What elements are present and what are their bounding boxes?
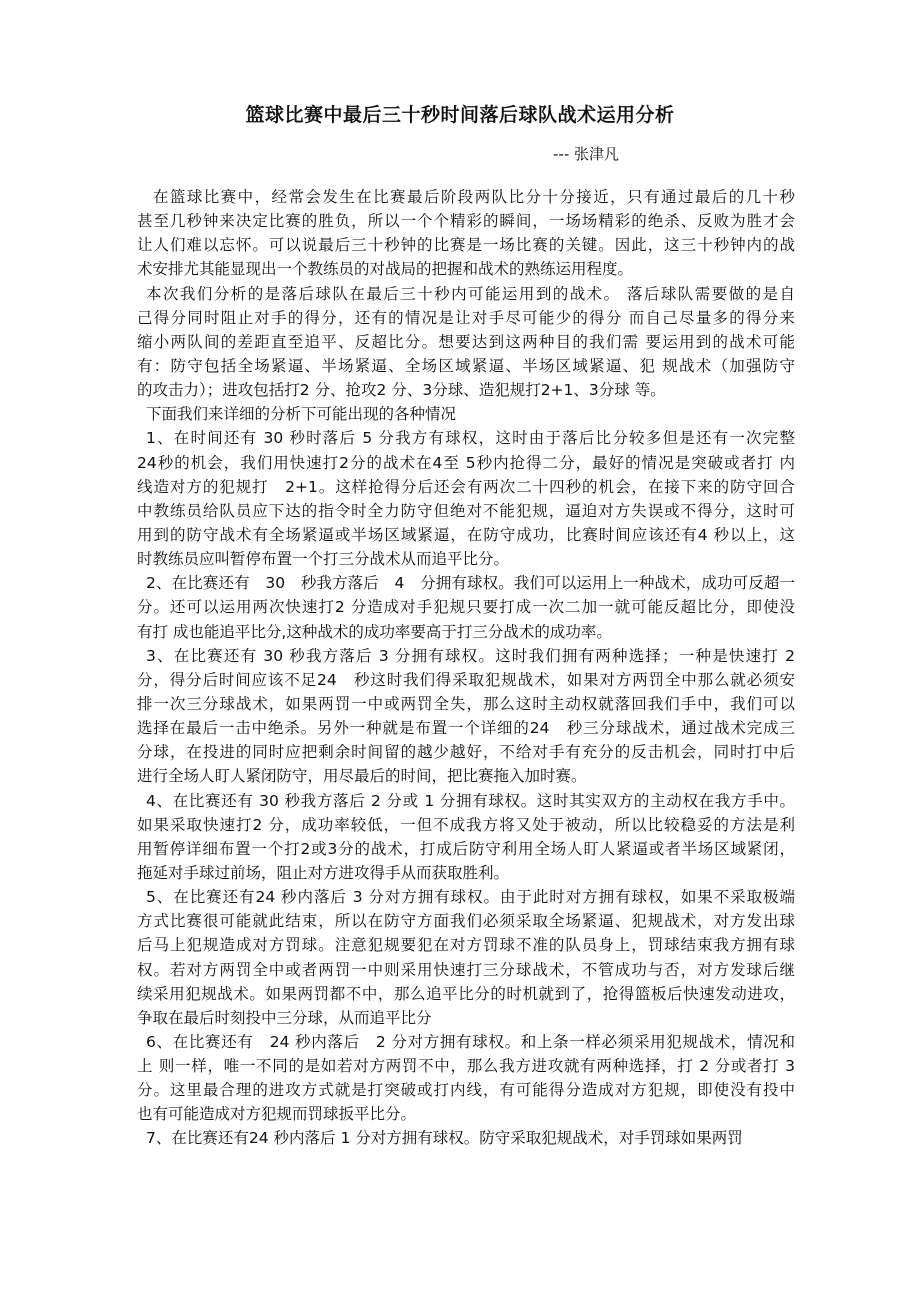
paragraph-line: 分。还可以运用两次快速打2 分造成对手犯规只要打成一次二加一就可能反超比分，即使没 bbox=[137, 598, 795, 617]
paragraph bbox=[137, 571, 795, 643]
paragraph-line: 有：防守包括全场紧逼、半场紧逼、全场区域紧逼、半场区域紧逼、犯 规战术（加强防守 bbox=[137, 356, 795, 375]
paragraph-line: 进行全场人盯人紧闭防守，用尽最后的时间，把比赛拖入加时赛。 bbox=[137, 767, 587, 786]
paragraph-line: 分球，在投进的同时应把剩余时间留的越少越好，不给对手有充分的反击机会，同时打中后 bbox=[137, 743, 795, 762]
paragraph-line: 拖延对手球过前场，阻止对方进攻得手从而获取胜利。 bbox=[137, 863, 510, 882]
paragraph bbox=[137, 402, 795, 426]
document-title: 篮球比赛中最后三十秒时间落后球队战术运用分析 bbox=[245, 104, 675, 126]
paragraph-line: 后马上犯规造成对方罚球。注意犯规要犯在对方罚球不准的队员身上，罚球结束我方拥有球 bbox=[137, 936, 795, 955]
paragraph-line: 也有可能造成对方犯规而罚球扳平比分。 bbox=[137, 1105, 417, 1124]
paragraph-line: 有打 成也能追平比分,这种战术的成功率要高于打三分战术的成功率。 bbox=[137, 622, 612, 641]
author-line: --- 张津凡 bbox=[553, 145, 620, 163]
paragraph-line: 选择在最后一击中绝杀。另外一种就是布置一个详细的24 秒三分球战术，通过战术完成三 bbox=[137, 719, 795, 738]
paragraph-line: 4、在比赛还有 30 秒我方落后 2 分或 1 分拥有球权。这时其实双方的主动权在我方手中。 bbox=[146, 791, 795, 810]
paragraph-line: 甚至几秒钟来决定比赛的胜负，所以一个个精彩的瞬间，一场场精彩的绝杀、反败为胜才会 bbox=[137, 212, 795, 231]
paragraph-line: 争取在最后时刻投中三分球，从而追平比分 bbox=[137, 1008, 432, 1027]
paragraph-line: 权。若对方两罚全中或者两罚一中则采用快速打三分球战术，不管成功与否，对方发球后继 bbox=[137, 960, 795, 979]
paragraph-line: 方式比赛很可能就此结束，所以在防守方面我们必须采取全场紧逼、犯规战术，对方发出球 bbox=[137, 912, 795, 931]
paragraph bbox=[137, 885, 795, 1030]
paragraph bbox=[137, 789, 795, 886]
paragraph bbox=[137, 282, 795, 403]
paragraph bbox=[137, 644, 795, 789]
paragraph-line: 中教练员给队员应下达的指令时全力防守但绝对不能犯规，逼迫对方失误或不得分，这时可 bbox=[137, 501, 795, 520]
paragraph-line: 如果采取快速打2 分，成功率较低，一但不成我方将又处于被动，所以比较稳妥的方法是利 bbox=[137, 815, 795, 834]
paragraph-line: 上 则一样，唯一不同的是如若对方两罚不中，那么我方进攻就有两种选择，打 2 分或者打 3 bbox=[137, 1057, 795, 1076]
paragraph-line: 术安排尤其能显现出一个教练员的对战局的把握和战术的熟练运用程度。 bbox=[137, 260, 634, 279]
paragraph-line: 1、在时间还有 30 秒时落后 5 分我方有球权，这时由于落后比分较多但是还有一次完整 bbox=[146, 429, 795, 448]
paragraph bbox=[137, 1030, 795, 1127]
paragraph-line: 让人们难以忘怀。可以说最后三十秒钟的比赛是一场比赛的关键。因此，这三十秒钟内的战 bbox=[137, 236, 795, 255]
paragraph bbox=[137, 426, 795, 571]
paragraph-line: 排一次三分球战术，如果两罚一中或两罚全失，那么这时主动权就落回我们手中，我们可以 bbox=[137, 694, 795, 713]
paragraph-line: 用到的防守战术有全场紧逼或半场区域紧逼，在防守成功，比赛时间应该还有4 秒以上，这 bbox=[137, 525, 795, 544]
paragraph-line: 本次我们分析的是落后球队在最后三十秒内可能运用到的战术。 落后球队需要做的是自 bbox=[146, 284, 795, 303]
paragraph-line: 分，得分后时间应该不足24 秒这时我们得采取犯规战术，如果对方两罚全中那么就必须安 bbox=[137, 670, 795, 689]
document-body bbox=[137, 185, 795, 1151]
paragraph-line: 续采用犯规战术。如果两罚都不中，那么追平比分的时机就到了，抢得篮板后快速发动进攻， bbox=[137, 984, 795, 1003]
paragraph-line: 7、在比赛还有24 秒内落后 1 分对方拥有球权。防守采取犯规战术，对手罚球如果两罚 bbox=[146, 1129, 743, 1148]
paragraph-line: 在篮球比赛中，经常会发生在比赛最后阶段两队比分十分接近，只有通过最后的几十秒 bbox=[153, 188, 795, 206]
paragraph-line: 5、在比赛还有24 秒内落后 3 分对方拥有球权。由于此时对方拥有球权，如果不采取极端 bbox=[146, 888, 795, 907]
paragraph-line: 己得分同时阻止对手的得分，还有的情况是让对手尽可能少的得分 而自己尽量多的得分来 bbox=[137, 308, 795, 327]
paragraph-line: 3、在比赛还有 30 秒我方落后 3 分拥有球权。这时我们拥有两种选择；一种是快速打 2 bbox=[146, 646, 795, 665]
paragraph-line: 6、在比赛还有 24 秒内落后 2 分对方拥有球权。和上条一样必须采用犯规战术，情况和 bbox=[146, 1032, 795, 1051]
paragraph-line: 缩小两队间的差距直至追平、反超比分。想要达到这两种目的我们需 要运用到的战术可能 bbox=[137, 332, 795, 351]
paragraph-line: 的攻击力）；进攻包括打2 分、抢攻2 分、3分球、造犯规打2+1、3分球 等。 bbox=[137, 381, 666, 400]
paragraph-line: 分。这里最合理的进攻方式就是打突破或打内线，有可能得分造成对方犯规，即使没有投中 bbox=[137, 1081, 795, 1100]
paragraph-line: 24秒的机会，我们用快速打2分的战术在4至 5秒内抢得二分，最好的情况是突破或者打 内 bbox=[137, 453, 795, 472]
paragraph-line: 2、在比赛还有 30 秒我方落后 4 分拥有球权。我们可以运用上一种战术，成功可反超一 bbox=[146, 574, 795, 593]
paragraph bbox=[137, 1126, 795, 1150]
paragraph-line: 用暂停详细布置一个打2或3分的战术，打成后防守利用全场人盯人紧逼或者半场区域紧闭， bbox=[137, 839, 795, 858]
paragraph-line: 时教练员应叫暂停布置一个打三分战术从而追平比分。 bbox=[137, 550, 510, 569]
paragraph-line: 线造对方的犯规打 2+1。这样抢得分后还会有两次二十四秒的机会，在接下来的防守回合 bbox=[137, 477, 795, 496]
paragraph-line: 下面我们来详细的分析下可能出现的各种情况 bbox=[146, 405, 457, 424]
paragraph bbox=[137, 185, 795, 282]
